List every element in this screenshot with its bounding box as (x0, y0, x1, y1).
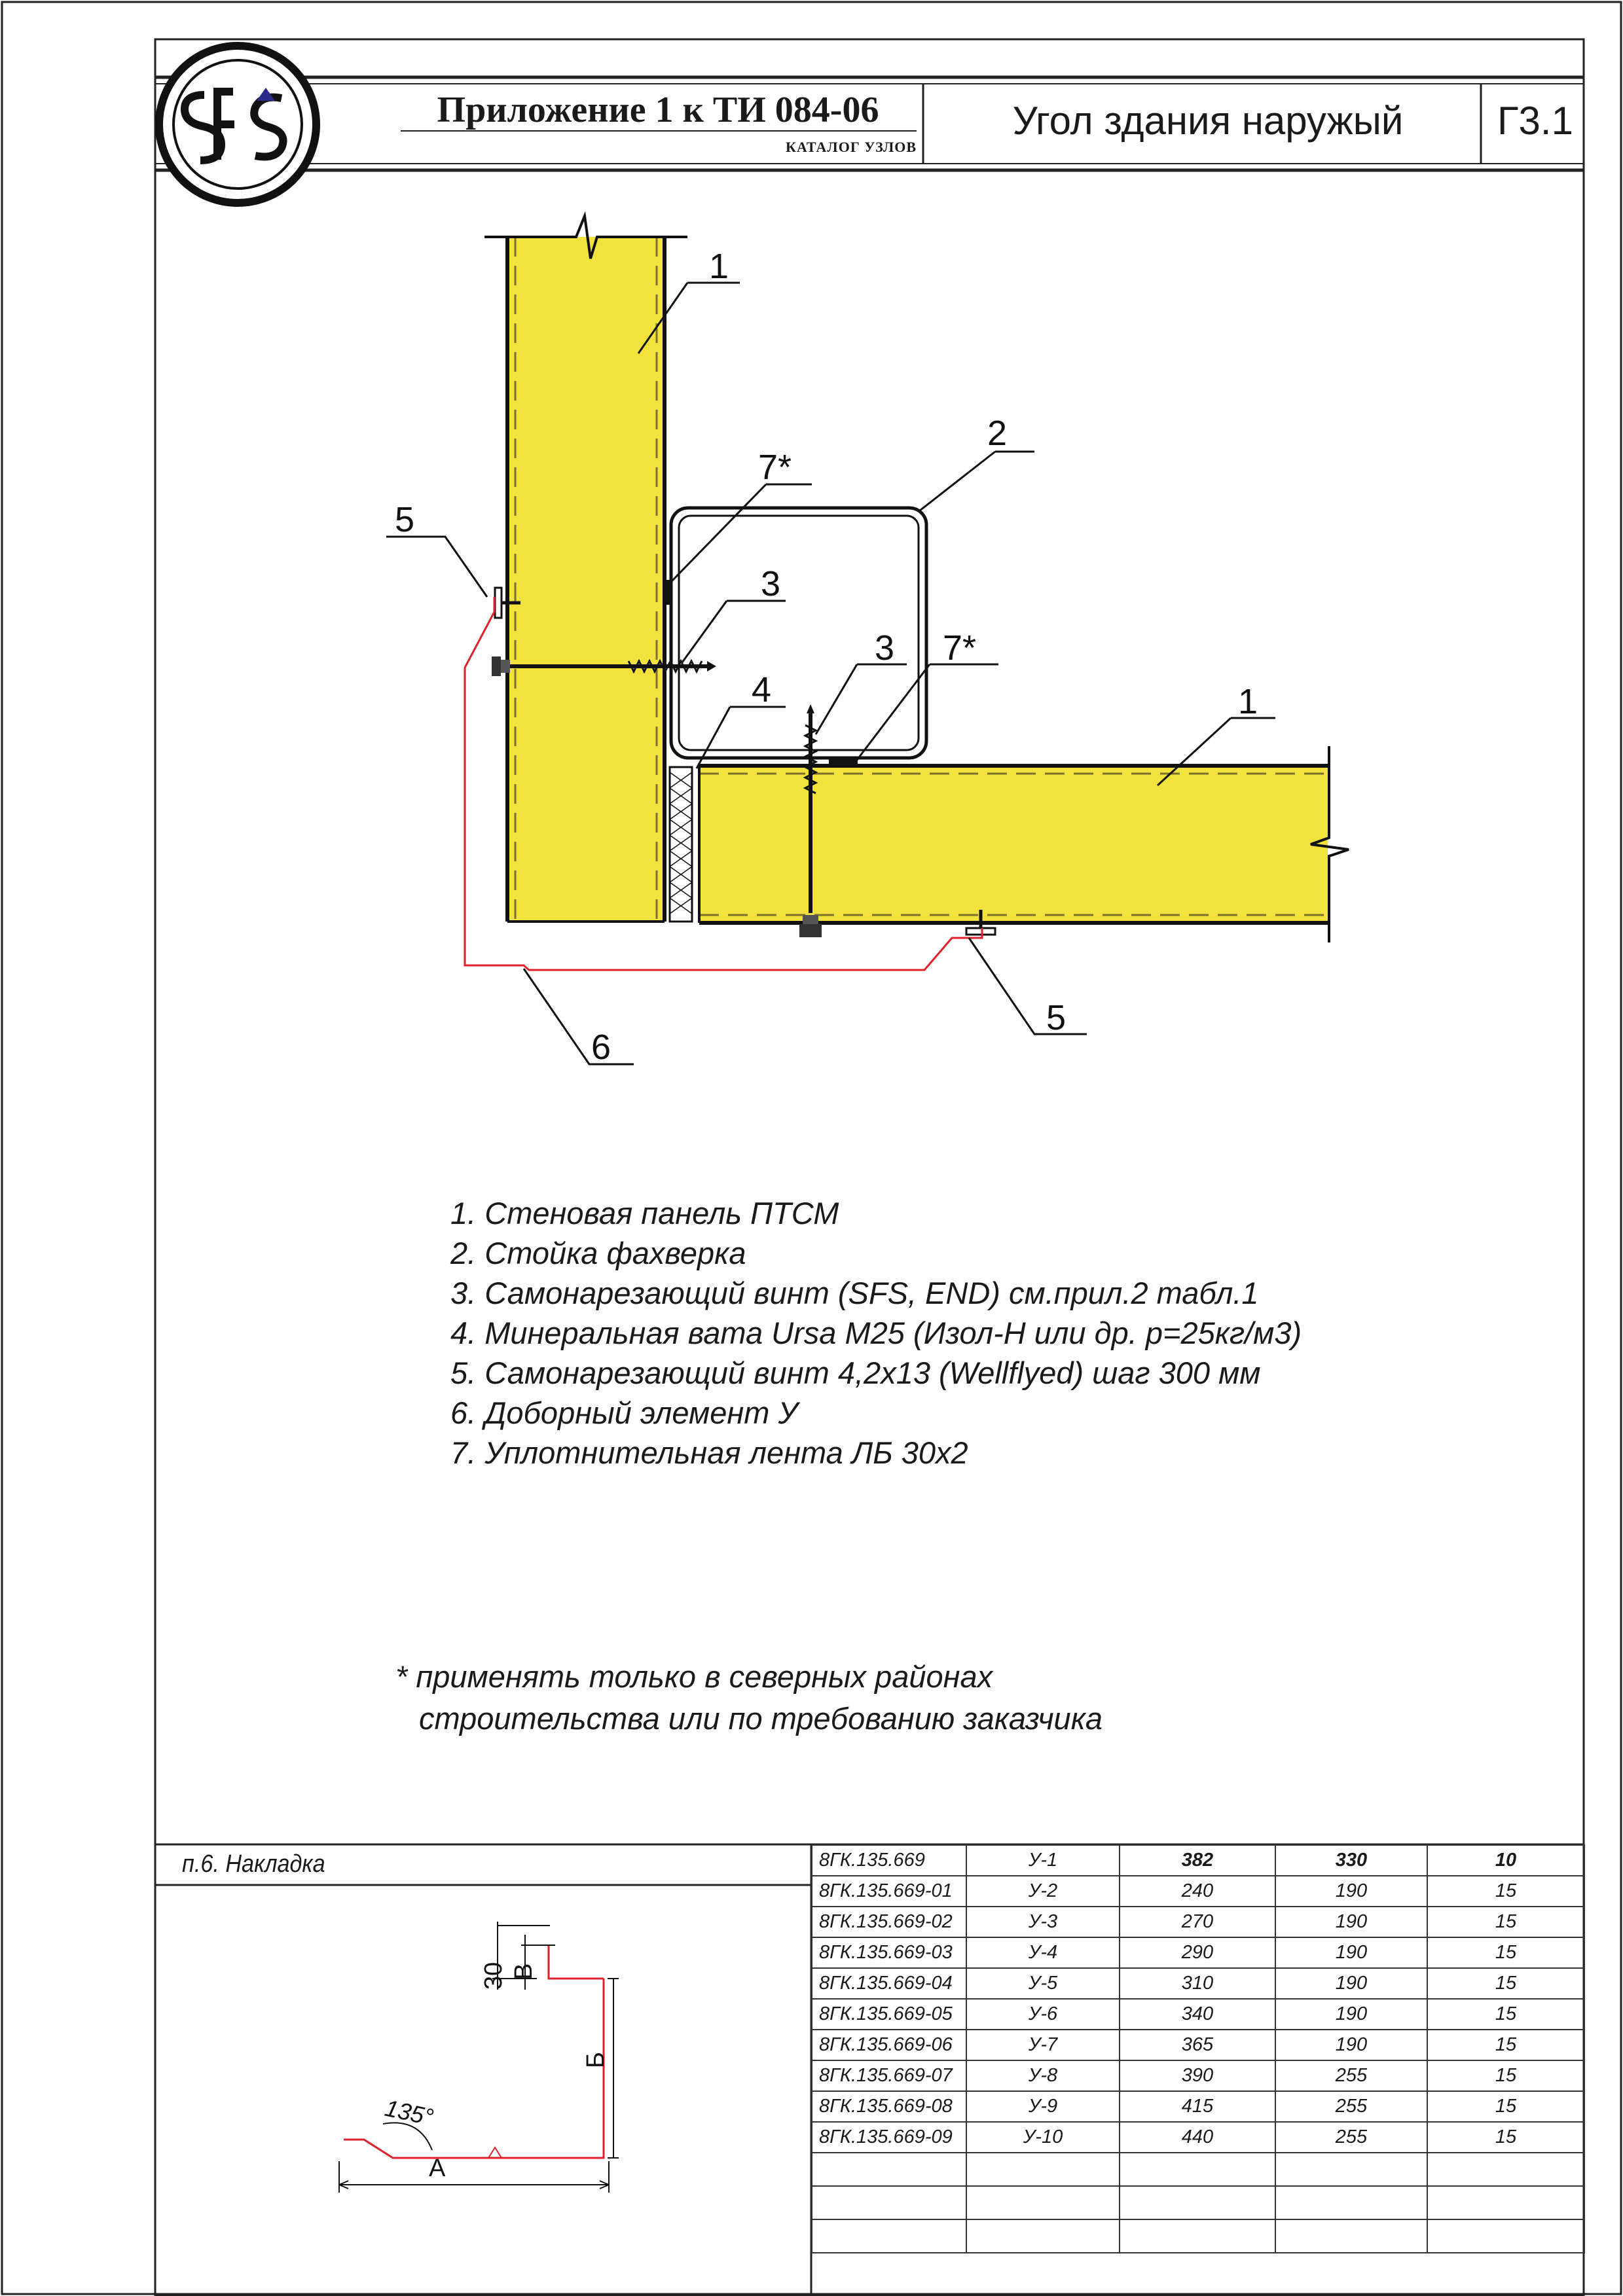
cell-empty (812, 2153, 966, 2186)
footnote (395, 1656, 1508, 1740)
catalog-subtitle: КАТАЛОГ УЗЛОВ (785, 139, 917, 155)
footnote-line-1: * применять только в северных районах (395, 1659, 993, 1694)
cell-b: 190 (1275, 1876, 1427, 1907)
cell-empty (1427, 2153, 1584, 2186)
cell-empty (966, 2153, 1120, 2186)
cell-code: 8ГК.135.669-06 (812, 2030, 966, 2060)
detail-section-title: п.6. Накладка (182, 1850, 325, 1878)
cell-v: 15 (1427, 1937, 1584, 1968)
note-item: 1. Стеновая панель ПТСМ (450, 1196, 839, 1230)
callout-5-bottom: 5 (1046, 998, 1067, 1037)
cell-name: У-3 (966, 1907, 1120, 1937)
callout-7-top: 7* (758, 448, 792, 487)
table-row (812, 1937, 1584, 1968)
cell-v: 15 (1427, 1907, 1584, 1937)
cell-b: 255 (1275, 2060, 1427, 2091)
cell-name: У-1 (966, 1845, 1120, 1876)
table-row (812, 1876, 1584, 1907)
trim-spec-table (811, 1844, 1585, 2253)
cell-code: 8ГК.135.669-07 (812, 2060, 966, 2091)
cell-code: 8ГК.135.669-05 (812, 1999, 966, 2030)
cell-code: 8ГК.135.669-02 (812, 1907, 966, 1937)
cell-b: 190 (1275, 1999, 1427, 2030)
cell-name: У-5 (966, 1968, 1120, 1999)
sealing-tape-1 (665, 580, 672, 605)
sheet-code: Г3.1 (1497, 99, 1573, 143)
table-row (812, 2060, 1584, 2091)
appendix-title: Приложение 1 к ТИ 084-06 (437, 90, 879, 130)
angle-label: 135° (382, 2094, 436, 2131)
table-row (812, 2030, 1584, 2060)
dim-b-label: Б (582, 2052, 610, 2068)
cell-b: 190 (1275, 2030, 1427, 2060)
cell-name: У-2 (966, 1876, 1120, 1907)
cell-empty (1120, 2153, 1275, 2186)
table-row (812, 1845, 1584, 1876)
note-item: 3. Самонарезающий винт (SFS, END) см.прил.2 табл.1 (450, 1276, 1259, 1310)
cell-code: 8ГК.135.669-09 (812, 2122, 966, 2153)
footnote-line-2: строительства или по требованию заказчика (419, 1701, 1103, 1736)
cell-code: 8ГК.135.669-08 (812, 2091, 966, 2122)
cell-v: 10 (1427, 1845, 1584, 1876)
callout-6: 6 (591, 1028, 611, 1067)
cell-v: 15 (1427, 1876, 1584, 1907)
cell-code: 8ГК.135.669-01 (812, 1876, 966, 1907)
table-row (812, 1999, 1584, 2030)
cell-empty (1427, 2219, 1584, 2253)
cell-a: 310 (1120, 1968, 1275, 1999)
cell-a: 390 (1120, 2060, 1275, 2091)
table-row (812, 2122, 1584, 2153)
cell-v: 15 (1427, 1999, 1584, 2030)
cell-code: 8ГК.135.669 (812, 1845, 966, 1876)
table-row (812, 1968, 1584, 1999)
cell-a: 382 (1120, 1845, 1275, 1876)
trim-profile-sketch (339, 1922, 619, 2193)
cell-name: У-4 (966, 1937, 1120, 1968)
cell-name: У-9 (966, 2091, 1120, 2122)
cell-empty (1120, 2219, 1275, 2253)
wall-panel-vertical (507, 237, 665, 922)
sfs-logo (159, 46, 316, 203)
cell-empty (1427, 2186, 1584, 2219)
table-row (812, 2091, 1584, 2122)
cell-empty (812, 2186, 966, 2219)
dim-a-label: А (429, 2155, 446, 2182)
sheet-title: Угол здания наружый (1012, 99, 1404, 143)
legend-notes (450, 1193, 1432, 1473)
note-item: 2. Стойка фахверка (450, 1236, 746, 1270)
cell-a: 270 (1120, 1907, 1275, 1937)
table-row-empty (812, 2153, 1584, 2186)
cell-name: У-7 (966, 2030, 1120, 2060)
cell-code: 8ГК.135.669-04 (812, 1968, 966, 1999)
sealing-tape-2 (829, 758, 858, 766)
table-row-empty (812, 2219, 1584, 2253)
cell-v: 15 (1427, 2030, 1584, 2060)
cell-b: 255 (1275, 2122, 1427, 2153)
cell-v: 15 (1427, 2122, 1584, 2153)
cell-empty (1275, 2153, 1427, 2186)
cell-b: 330 (1275, 1845, 1427, 1876)
corner-detail-drawing (386, 216, 1349, 1067)
cell-v: 15 (1427, 1968, 1584, 1999)
cell-a: 415 (1120, 2091, 1275, 2122)
cell-empty (1275, 2219, 1427, 2253)
callout-7-right: 7* (943, 628, 977, 668)
note-item: 5. Самонарезающий винт 4,2х13 (Wellflyed) шаг 300 мм (450, 1355, 1261, 1390)
cell-v: 15 (1427, 2091, 1584, 2122)
cell-empty (966, 2186, 1120, 2219)
cell-name: У-10 (966, 2122, 1120, 2153)
cell-empty (812, 2219, 966, 2253)
cell-a: 365 (1120, 2030, 1275, 2060)
wall-panel-horizontal (699, 766, 1328, 923)
cell-a: 340 (1120, 1999, 1275, 2030)
table-row-empty (812, 2186, 1584, 2219)
trim-profile-line (344, 1979, 604, 2158)
dim-v-label: В (510, 1963, 538, 1980)
cell-name: У-6 (966, 1999, 1120, 2030)
callout-5-left: 5 (395, 500, 415, 539)
table-row (812, 1907, 1584, 1937)
callout-2: 2 (987, 414, 1008, 453)
cell-a: 240 (1120, 1876, 1275, 1907)
cell-a: 440 (1120, 2122, 1275, 2153)
cell-code: 8ГК.135.669-03 (812, 1937, 966, 1968)
cell-empty (966, 2219, 1120, 2253)
callout-1-right: 1 (1238, 682, 1258, 721)
callout-3-right: 3 (875, 628, 895, 668)
cell-a: 290 (1120, 1937, 1275, 1968)
cell-b: 190 (1275, 1968, 1427, 1999)
dim-30-label: 30 (480, 1962, 507, 1990)
callout-4: 4 (752, 670, 772, 709)
callout-1-top: 1 (709, 247, 729, 286)
note-item: 7. Уплотнительная лента ЛБ 30х2 (450, 1435, 968, 1470)
note-item: 6. Доборный элемент У (450, 1395, 798, 1430)
cell-b: 190 (1275, 1937, 1427, 1968)
cell-name: У-8 (966, 2060, 1120, 2091)
cell-empty (1275, 2186, 1427, 2219)
cell-b: 255 (1275, 2091, 1427, 2122)
cell-empty (1120, 2186, 1275, 2219)
cell-b: 190 (1275, 1907, 1427, 1937)
callout-3-left: 3 (761, 564, 781, 603)
cell-v: 15 (1427, 2060, 1584, 2091)
note-item: 4. Минеральная вата Ursa M25 (Изол-Н или др. p=25кг/м3) (450, 1316, 1302, 1350)
